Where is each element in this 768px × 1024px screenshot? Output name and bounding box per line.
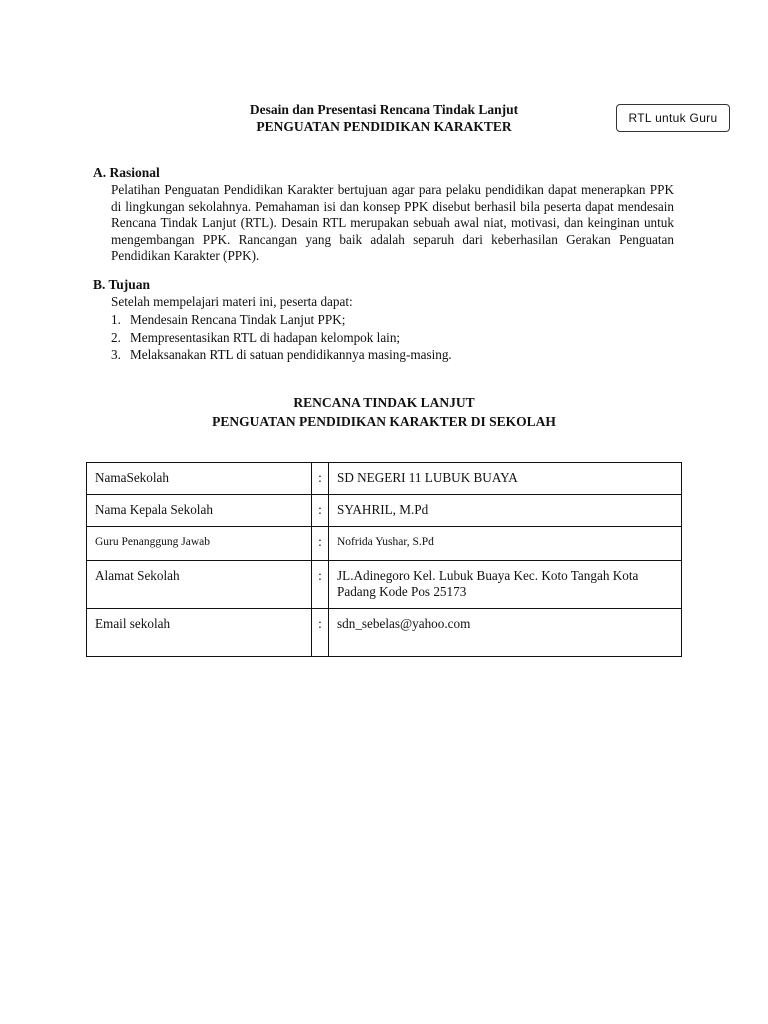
row-label: Guru Penanggung Jawab [87,527,312,561]
row-label: NamaSekolah [87,463,312,495]
row-label: Nama Kepala Sekolah [87,495,312,527]
list-item-number: 2. [111,329,121,345]
table-row [87,561,682,609]
list-item [111,329,452,347]
table-row [87,527,682,561]
document-title: Desain dan Presentasi Rencana Tindak Lanjut [249,102,519,117]
row-separator: : [312,463,329,495]
list-item [111,346,452,364]
row-value: JL.Adinegoro Kel. Lubuk Buaya Kec. Koto Tangah Kota Padang Kode Pos 25173 [329,561,682,609]
rasional-paragraph: Pelatihan Penguatan Pendidikan Karakter bertujuan agar para pelaku pendidikan dapat menerapkan PPK di lingkungan sekolahnya. Pemahaman isi dan konsep PPK disebut berhasil bila peserta dapat mendesain Rencana Tindak Lanjut (RTL). Desain RTL merupakan sebuah awal niat, motivasi, dan keinginan untuk mengembangan PPK. Rancangan yang baik adalah separuh dari keberhasilan Gerakan Penguatan Pendidikan Karakter (PPK). [111,182,674,263]
section-heading-rasional: A. Rasional [93,165,160,180]
row-value: SD NEGERI 11 LUBUK BUAYA [329,463,682,495]
school-info-table [86,462,682,657]
table-row [87,463,682,495]
plan-subtitle: PENGUATAN PENDIDIKAN KARAKTER DI SEKOLAH [212,414,556,429]
document-subtitle: PENGUATAN PENDIDIKAN KARAKTER [256,119,512,134]
list-item-text: Melaksanakan RTL di satuan pendidikannya masing-masing. [130,347,452,362]
row-separator: : [312,527,329,561]
row-separator: : [312,561,329,609]
rtl-badge: RTL untuk Guru [616,104,730,132]
tujuan-intro: Setelah mempelajari materi ini, peserta dapat: [111,294,353,309]
list-item-text: Mendesain Rencana Tindak Lanjut PPK; [130,312,346,327]
row-value: SYAHRIL, M.Pd [329,495,682,527]
row-label: Email sekolah [87,609,312,657]
row-separator: : [312,609,329,657]
list-item [111,311,452,329]
section-heading-tujuan: B. Tujuan [93,277,151,292]
table-row [87,495,682,527]
list-item-text: Mempresentasikan RTL di hadapan kelompok lain; [130,329,401,345]
row-value: Nofrida Yushar, S.Pd [329,527,682,561]
row-separator: : [312,495,329,527]
plan-title: RENCANA TINDAK LANJUT [293,395,475,410]
list-item-number: 1. [111,312,121,327]
table-row [87,609,682,657]
list-item-number: 3. [111,347,121,362]
tujuan-list [111,311,452,364]
row-value: sdn_sebelas@yahoo.com [329,609,682,657]
row-label: Alamat Sekolah [87,561,312,609]
